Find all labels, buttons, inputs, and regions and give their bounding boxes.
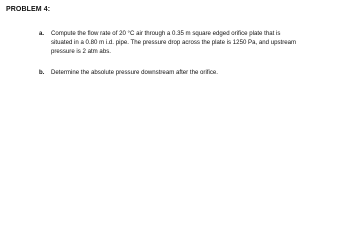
part-b-marker: b. xyxy=(39,69,45,76)
part-b-line-1: Determine the absolute pressure downstream after the orifice. xyxy=(51,69,218,76)
part-a-marker: a. xyxy=(39,30,45,37)
part-a-line-3: pressure is 2 atm abs. xyxy=(51,48,111,56)
problem-title: PROBLEM 4: xyxy=(6,6,51,13)
problem-part-b xyxy=(39,68,331,77)
part-a-line-1: Compute the flow rate of 20 °C air through a 0.35 m square edged orifice plate that is xyxy=(51,30,281,37)
problem-part-a xyxy=(39,29,331,57)
part-a-line-2: situated in a 0.80 m i.d. pipe. The pressure drop across the plate is 1250 Pa, and upstream xyxy=(51,39,297,47)
